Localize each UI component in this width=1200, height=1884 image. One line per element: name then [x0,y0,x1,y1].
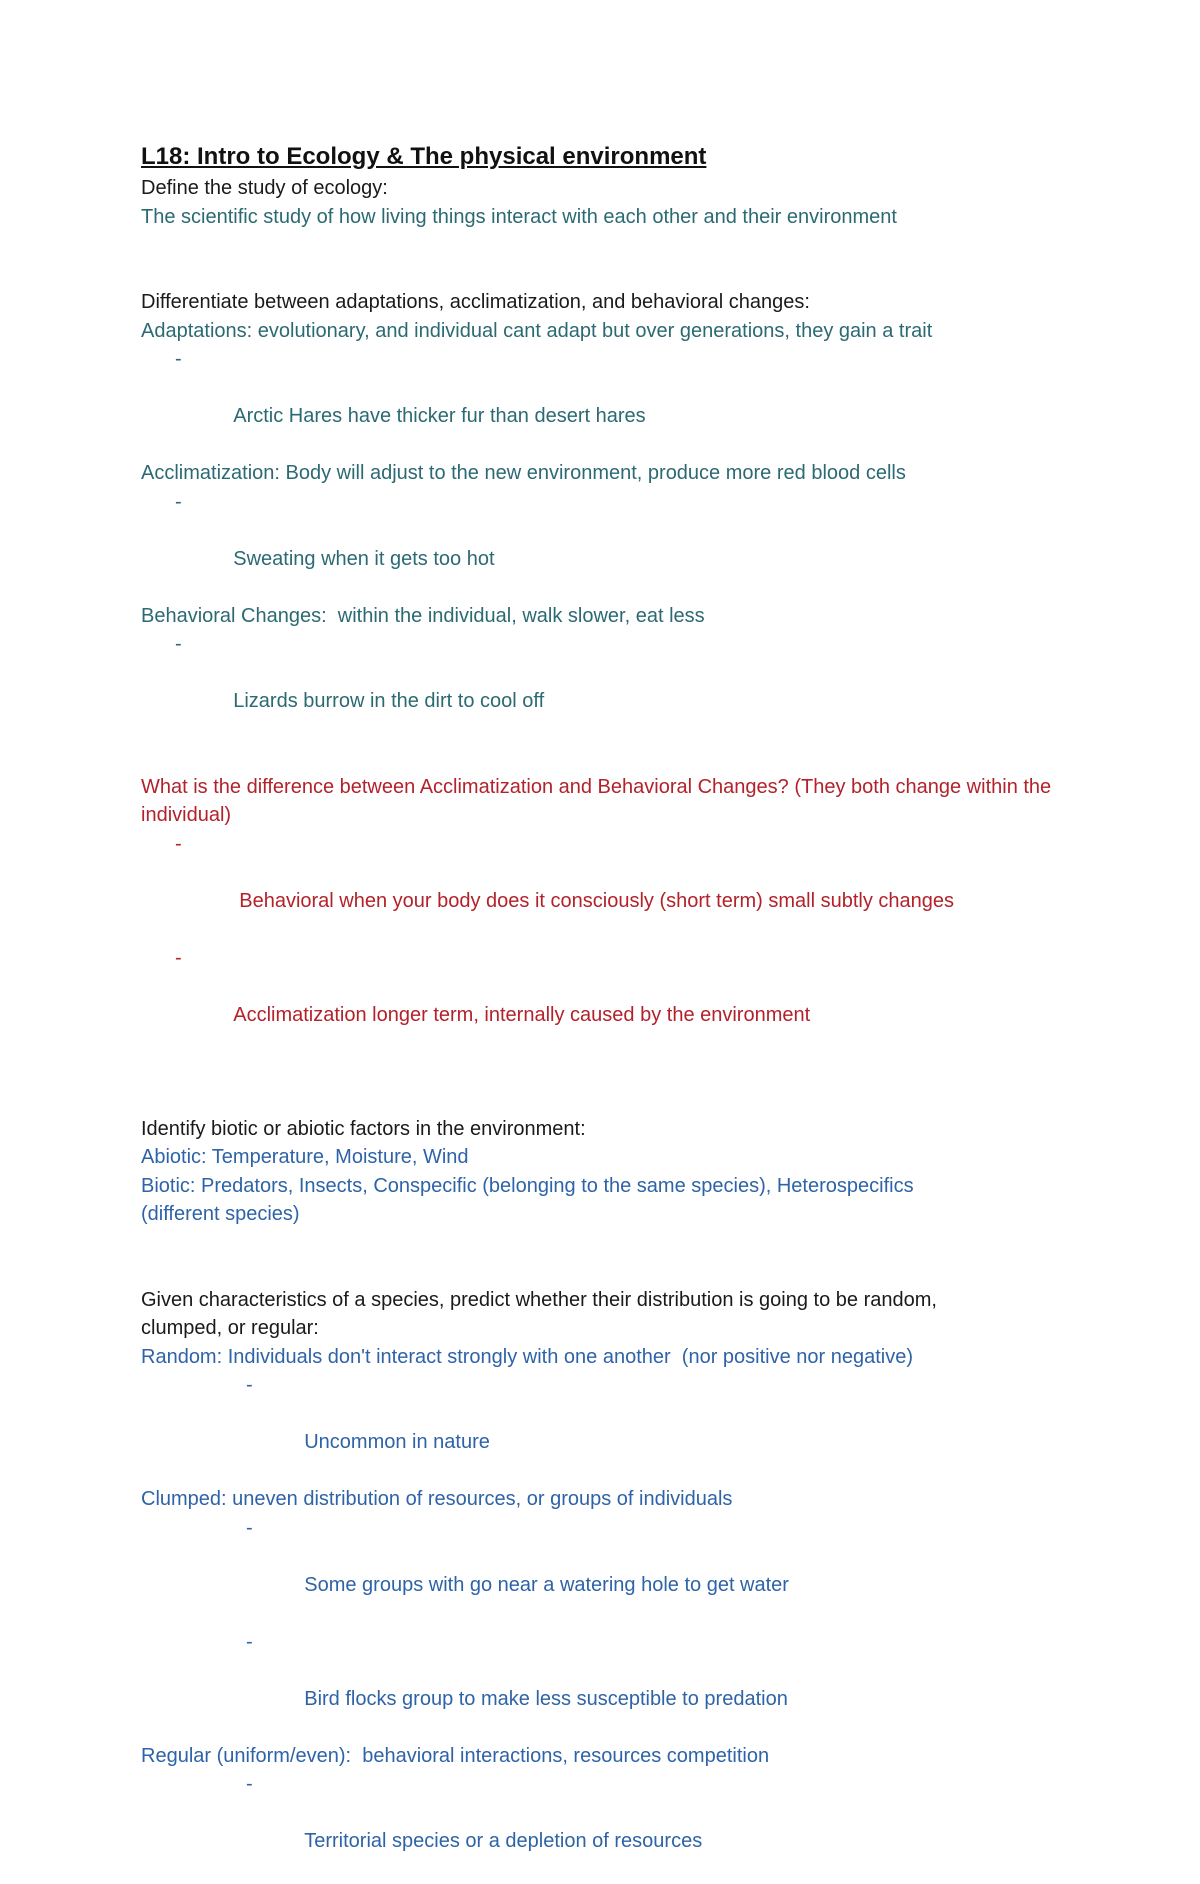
spacer [141,744,1101,773]
bullet-dash: - [175,633,182,655]
factors-prompt: Identify biotic or abiotic factors in the environment: [141,1117,586,1140]
list-item-text: Territorial species or a depletion of resources [304,1830,703,1852]
list-item [141,1514,1101,1628]
list-item [141,345,1101,459]
list-item-text: Lizards burrow in the dirt to cool off [233,690,545,712]
list-item [141,488,1101,602]
clumped-answer: Clumped: uneven distribution of resources, or groups of individuals [141,1488,733,1510]
spacer [141,1229,1101,1286]
ecology-prompt: Define the study of ecology: [141,177,388,199]
bullet-dash: - [246,1516,253,1539]
bullet-dash: - [246,1773,253,1795]
list-item [141,1371,1101,1485]
list-item [141,1770,1101,1884]
bullet-dash: - [246,1374,253,1396]
behavioral-answer: Behavioral Changes: within the individual, walk slower, eat less [141,604,705,627]
distribution-prompt: Given characteristics of a species, predict whether their distribution is going to be random, clumped, or regular: [141,1288,943,1339]
ecology-answer: The scientific study of how living things interact with each other and their environment [141,205,897,228]
list-item [141,1628,1101,1742]
adaptations-answer: Adaptations: evolutionary, and individual cant adapt but over generations, they gain a trait [141,319,933,342]
list-item [141,944,1101,1058]
random-answer: Random: Individuals don't interact strongly with one another (nor positive nor negative) [141,1345,914,1368]
acclimatization-answer: Acclimatization: Body will adjust to the new environment, produce more red blood cells [141,462,906,484]
bullet-dash: - [175,348,182,370]
list-item-text: Some groups with go near a watering hole to get water [304,1573,789,1596]
list-item-text: Arctic Hares have thicker fur than desert hares [233,405,646,427]
list-item-text: Behavioral when your body does it consciously (short term) small subtly changes [239,889,955,912]
bullet-dash: - [175,832,182,855]
difference-question: What is the difference between Acclimatization and Behavioral Changes? (They both change within the individual) [141,775,1057,826]
page-title: L18: Intro to Ecology & The physical environment [141,143,707,170]
list-item [141,830,1101,944]
list-item-text: Uncommon in nature [304,1431,490,1453]
abiotic-answer: Abiotic: Temperature, Moisture, Wind [141,1146,469,1168]
adaptations-prompt: Differentiate between adaptations, acclimatization, and behavioral changes: [141,291,810,313]
list-item-text: Acclimatization longer term, internally caused by the environment [233,1003,811,1026]
document-page [141,140,1101,1884]
list-item-text: Bird flocks group to make less susceptible to predation [304,1687,788,1710]
list-item-text: Sweating when it gets too hot [233,547,495,570]
spacer [141,1058,1101,1115]
regular-answer: Regular (uniform/even): behavioral interactions, resources competition [141,1744,770,1767]
bullet-dash: - [175,946,182,969]
bullet-dash: - [175,490,182,513]
bullet-dash: - [246,1630,253,1653]
biotic-answer: Biotic: Predators, Insects, Conspecific (belonging to the same species), Heterospecifics (different species) [141,1174,920,1225]
list-item [141,630,1101,744]
spacer [141,231,1101,288]
